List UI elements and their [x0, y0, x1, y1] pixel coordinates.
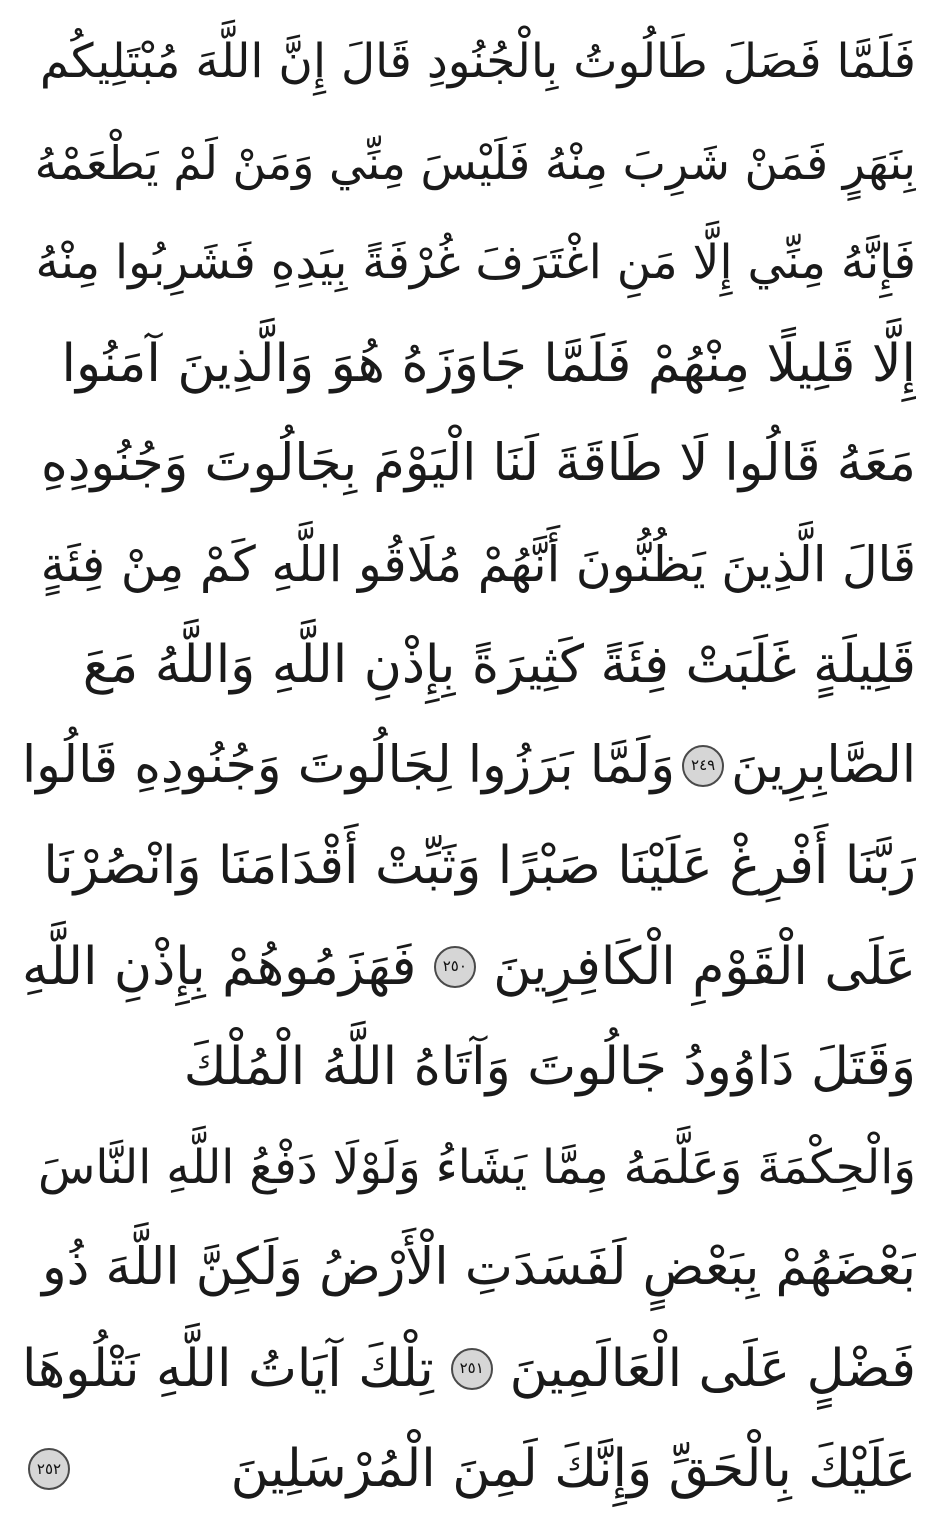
- verse-text: عَلَى الْقَوْمِ الْكَافِرِينَ: [493, 936, 916, 997]
- verse-line: [22, 1118, 916, 1219]
- verse-line: [22, 314, 916, 415]
- verse-line: [22, 1419, 916, 1520]
- verse-text: قَلِيلَةٍ غَلَبَتْ فِئَةً كَثِيرَةً بِإِذْنِ اللَّهِ وَاللَّهُ مَعَ: [82, 635, 916, 695]
- ayah-number-marker: ٢٥٠: [434, 946, 476, 988]
- verse-text: فَضْلٍ عَلَى الْعَالَمِينَ: [509, 1338, 916, 1399]
- verse-text: بِنَهَرٍ فَمَنْ شَرِبَ مِنْهُ فَلَيْسَ مِنِّي وَمَنْ لَمْ يَطْعَمْهُ: [34, 135, 916, 190]
- verse-text: رَبَّنَا أَفْرِغْ عَلَيْنَا صَبْرًا وَثَبِّتْ أَقْدَامَنَا وَانْصُرْنَا: [43, 836, 916, 896]
- verse-text: وَالْحِكْمَةَ وَعَلَّمَهُ مِمَّا يَشَاءُ وَلَوْلَا دَفْعُ اللَّهِ النَّاسَ: [38, 1139, 916, 1195]
- verse-line: [22, 917, 916, 1018]
- verse-text: فَإِنَّهُ مِنِّي إِلَّا مَنِ اغْتَرَفَ غُرْفَةً بِيَدِهِ فَشَرِبُوا مِنْهُ: [35, 235, 916, 290]
- verse-text: الصَّابِرِينَ: [731, 735, 916, 795]
- verse-text: عَلَيْكَ بِالْحَقِّ وَإِنَّكَ لَمِنَ الْمُرْسَلِينَ: [230, 1439, 916, 1499]
- verse-line: [22, 414, 916, 515]
- verse-line: [22, 716, 916, 817]
- verse-text: قَالَ الَّذِينَ يَظُنُّونَ أَنَّهُمْ مُلَاقُو اللَّهِ كَمْ مِنْ فِئَةٍ: [40, 535, 916, 593]
- verse-line: [22, 615, 916, 716]
- verse-line: [22, 12, 916, 113]
- verse-line: [22, 113, 916, 214]
- verse-line: [22, 816, 916, 917]
- verse-line: [22, 1319, 916, 1420]
- verse-line: [22, 515, 916, 616]
- verse-text: فَلَمَّا فَصَلَ طَالُوتُ بِالْجُنُودِ قَالَ إِنَّ اللَّهَ مُبْتَلِيكُم: [39, 34, 916, 89]
- ayah-number-marker: ٢٥٢: [28, 1448, 70, 1490]
- verse-text: وَلَمَّا بَرَزُوا لِجَالُوتَ وَجُنُودِهِ قَالُوا: [22, 735, 676, 795]
- verse-text: فَهَزَمُوهُمْ بِإِذْنِ اللَّهِ: [22, 936, 417, 997]
- verse-text: وَقَتَلَ دَاوُودُ جَالُوتَ وَآتَاهُ اللَّهُ الْمُلْكَ: [183, 1037, 916, 1097]
- verse-line: [22, 1017, 916, 1118]
- verse-text: تِلْكَ آيَاتُ اللَّهِ نَتْلُوهَا: [22, 1338, 434, 1399]
- verse-line: [22, 213, 916, 314]
- ayah-number-marker: ٢٤٩: [682, 745, 724, 787]
- verse-text: إِلَّا قَلِيلًا مِنْهُمْ فَلَمَّا جَاوَزَهُ هُوَ وَالَّذِينَ آمَنُوا: [61, 333, 916, 394]
- verse-text: بَعْضَهُمْ بِبَعْضٍ لَفَسَدَتِ الْأَرْضُ وَلَكِنَّ اللَّهَ ذُو: [42, 1238, 916, 1297]
- verse-text: مَعَهُ قَالُوا لَا طَاقَةَ لَنَا الْيَوْمَ بِجَالُوتَ وَجُنُودِهِ: [40, 434, 916, 493]
- ayah-number-marker: ٢٥١: [451, 1348, 493, 1390]
- verse-line: [22, 1218, 916, 1319]
